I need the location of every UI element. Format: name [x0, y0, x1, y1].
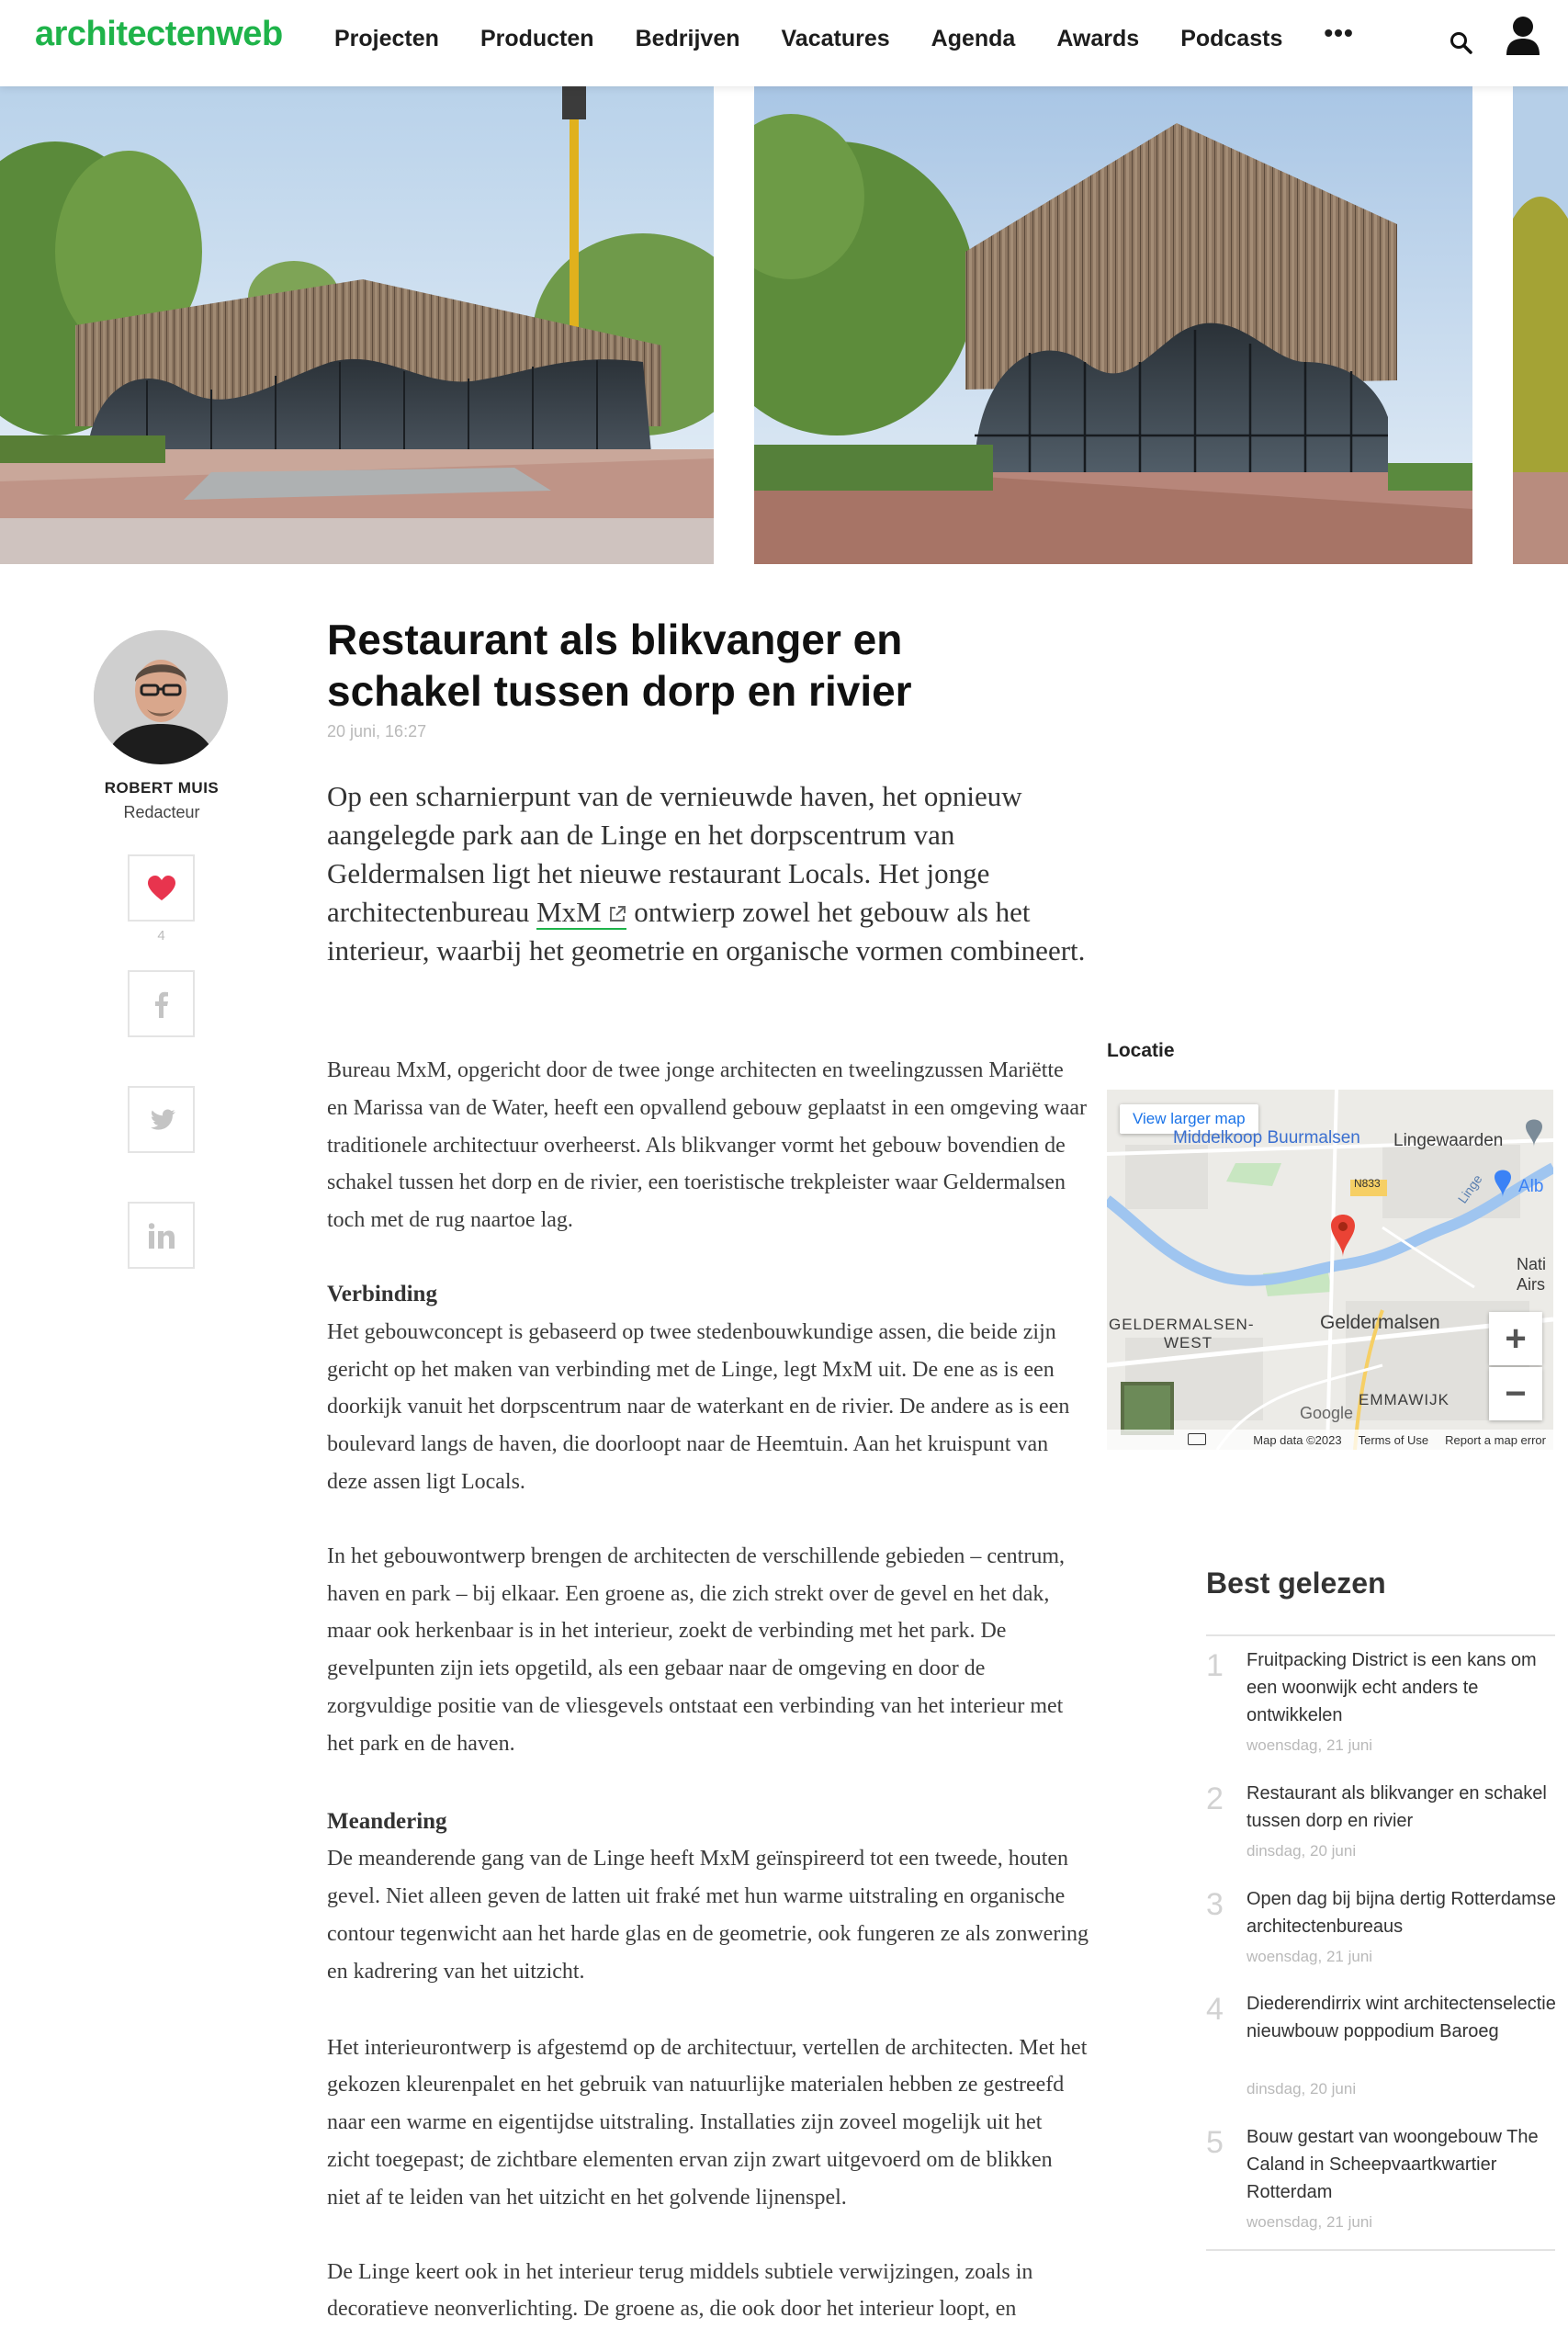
terms-link[interactable]: Terms of Use: [1358, 1432, 1429, 1447]
author-name[interactable]: ROBERT MUIS: [104, 779, 220, 797]
paragraph: Het interieurontwerp is afgestemd op de architectuur, vertellen de architecten. Met het gekozen kleurenpalet en het gebruik van natuurlijke materialen hebben ze gestreefd naar een warme en eigentijdse uitstraling. Installaties zijn zoveel mogelijk uit het zicht toegepast; de zichtbare elementen ervan zijn zwart uitgevoerd om de blikken niet af te leiden van het uitzicht en het golvende lijnenspel.: [327, 2035, 1088, 2210]
location-map[interactable]: View larger map Middelkoop Buurmalsen Lingewaarden N833 Linge Alb Nati Airs GELDERMALSEN- WEST Geldermalsen EMMAWIJK Google + − Map data ©2023 Terms of Use Report a map error: [1107, 1090, 1553, 1450]
like-count: 4: [157, 928, 165, 944]
share-facebook-button[interactable]: [128, 970, 195, 1037]
view-larger-map-link[interactable]: View larger map: [1120, 1104, 1258, 1134]
paragraph: De Linge keert ook in het interieur terug middels subtiele verwijzingen, zoals in decoratieve neonverlichting. De groene as, die ook door het interieur loopt, en: [327, 2259, 1033, 2322]
article-date: 20 juni, 16:27: [327, 722, 427, 741]
gallery-photo-3[interactable]: [1513, 86, 1568, 564]
external-link-icon: [608, 905, 626, 923]
main-nav: [334, 18, 1354, 55]
share-twitter-button[interactable]: [128, 1086, 195, 1153]
nav-producten[interactable]: Producten: [479, 26, 594, 51]
paragraph: De meanderende gang van de Linge heeft MxM geïnspireerd tot een tweede, houten gevel. Niet alleen geven de latten uit fraké met hun warme uitstraling en organische contour tegenwicht aan het harde glas en de geometrie, ook fungeren ze als zonwering en kadrering van het uitzicht.: [327, 1847, 1089, 1984]
nav-podcasts[interactable]: Podcasts: [1180, 26, 1283, 51]
paragraph: Bureau MxM, opgericht door de twee jonge architecten en tweelingzussen Mariëtte en Marissa van de Water, heeft een opvallend gebouw geplaatst in een omgeving waar traditionele architectuur overheerst. Als blikvanger vormt het gebouw bovendien de schakel tussen het dorp en de rivier, een toeristische trekpleister waar Geldermalsen toch met de rug naartoe lag.: [327, 1058, 1088, 1233]
like-button[interactable]: [128, 854, 195, 922]
article-lead: Op een scharnierpunt van de vernieuwde haven, het opnieuw aangelegde park aan de Linge en het dorpscentrum van Geldermalsen ligt het nieuwe restaurant Locals. Het jonge architectenbureau MxM ontwierp zowel het gebouw als het interieur, waarbij het geometrie en organische vormen combineert.: [327, 780, 1086, 967]
nav-projecten[interactable]: Projecten: [334, 26, 439, 51]
gallery-photo-1[interactable]: [0, 86, 714, 564]
zoom-in-button[interactable]: +: [1489, 1312, 1542, 1365]
map-footer: Map data ©2023 Terms of Use Report a map error: [1107, 1430, 1553, 1450]
author-avatar[interactable]: [94, 630, 228, 764]
article-body: [327, 1052, 1089, 2352]
subheading-verbinding: Verbinding: [327, 1281, 437, 1306]
site-header: [0, 0, 1568, 86]
linkedin-icon: [149, 1223, 175, 1249]
mxm-link[interactable]: MxM: [536, 896, 626, 930]
divider: [1206, 1634, 1555, 1636]
nav-agenda[interactable]: Agenda: [931, 26, 1016, 51]
search-icon[interactable]: [1448, 29, 1475, 57]
report-map-error-link[interactable]: Report a map error: [1445, 1432, 1546, 1447]
facebook-icon: [154, 990, 169, 1018]
nav-bedrijven[interactable]: Bedrijven: [635, 26, 740, 51]
paragraph: In het gebouwontwerp brengen de architecten de verschillende gebieden – centrum, haven en park – bij elkaar. Een groene as, die zich strekt over de gevel en het dak, maar ook herkenbaar is in het interieur, zoekt de verbinding met het park. De gevelpunten zijn iets opgetild, als een gebaar naar de omgeving en door de zorgvuldige positie van de vliesgevels ontstaat een verbinding van het interieur met het park en de haven.: [327, 1544, 1066, 1756]
article-title: Restaurant als blikvanger en schakel tussen dorp en rivier: [327, 616, 912, 715]
nav-vacatures[interactable]: Vacatures: [781, 26, 890, 51]
author-role: Redacteur: [123, 803, 200, 821]
user-icon[interactable]: [1505, 15, 1541, 57]
twitter-icon: [148, 1109, 175, 1131]
divider: [1206, 2249, 1555, 2251]
paragraph: Het gebouwconcept is gebaseerd op twee stedenbouwkundige assen, die beide zijn gericht op het maken van verbinding met de Linge, legt MxM uit. De ene as is een doorkijk vanuit het dorpscentrum naar de waterkant en de rivier. De andere as is een boulevard langs de haven, die doorloopt naar de Heemtuin. Aan het kruispunt van deze assen ligt Locals.: [327, 1319, 1070, 1494]
subheading-meandering: Meandering: [327, 1808, 447, 1834]
gallery-photo-2[interactable]: [754, 86, 1472, 564]
nav-awards[interactable]: Awards: [1056, 26, 1140, 51]
heart-icon: [148, 876, 175, 901]
zoom-out-button[interactable]: −: [1489, 1367, 1542, 1420]
nav-more-button[interactable]: •••: [1324, 18, 1354, 47]
site-logo[interactable]: architectenweb: [35, 15, 283, 53]
location-heading: Locatie: [1107, 1040, 1175, 1061]
best-read-heading: Best gelezen: [1206, 1566, 1386, 1600]
keyboard-icon[interactable]: [1188, 1433, 1206, 1445]
photo-gallery[interactable]: [0, 86, 1568, 564]
share-linkedin-button[interactable]: [128, 1202, 195, 1269]
